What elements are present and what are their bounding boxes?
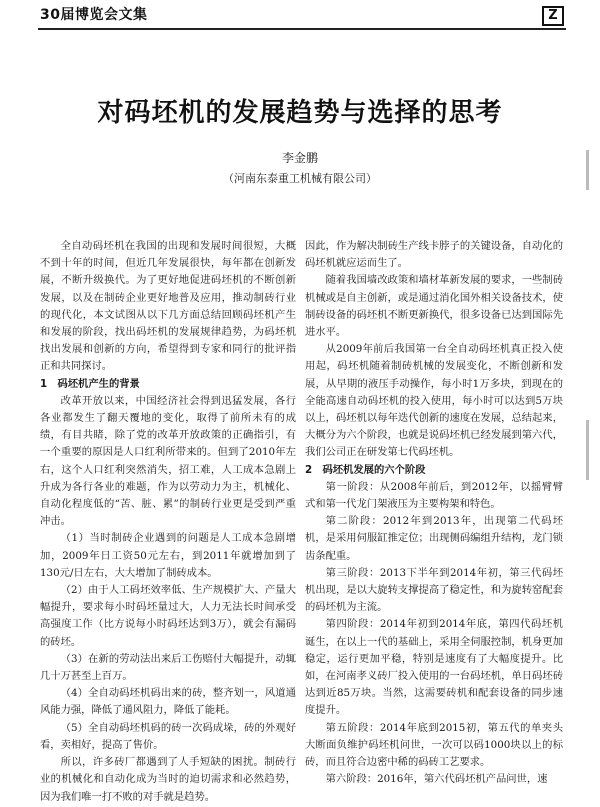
- series-title: 30届博览会文集: [40, 7, 148, 23]
- body-paragraph: 第四阶段：2014年初到2014年底，第四代码坯机诞生，在以上一代的基础上，采用全伺服控制，机身更加稳定，运行更加平稳，特别是速度有了大幅度提升。比如，在河南孝义砖厂投入使用的一台码坯机，单日码坯砖达到近85万块。当然，这需要砖机和配套设备的同步速度提升。: [305, 618, 563, 717]
- header-rule: [38, 28, 566, 30]
- section-heading: 2 码坯机发展的六个阶段: [305, 463, 426, 476]
- body-paragraph: 第三阶段：2013下半年到2014年初，第三代码坯机出现，是以大旋转支撑提高了稳定性，和为旋转窑配套的码坯机为主流。: [305, 566, 563, 614]
- scan-margin-mark: [586, 150, 589, 190]
- body-paragraph: （1）当时制砖企业遇到的问题是人工成本急剧增加，2009年日工资50元左右，到2011年就增加到了130元/日左右，大大增加了制砖成本。: [40, 532, 296, 579]
- body-paragraph: 第一阶段：从2008年前后，到2012年，以摇臂臂式和第一代龙门架液压为主要构架和特色。: [305, 480, 563, 511]
- author-name: 李金鹏: [281, 151, 318, 165]
- body-paragraph: 随着我国墙改政策和墙材革新发展的要求，一些制砖机械或是自主创新，或是通过消化国外相关设备技术，使制砖设备的码坯机不断更新换代，很多设备已达到国际先进水平。: [305, 274, 563, 339]
- body-paragraph: （2）由于人工码坯效率低、生产规模扩大、产量大幅提升，要求每小时码坯量过大，人力无法长时间承受高强度工作（比方说每小时码坯达到3万），就会有漏码的砖坯。: [40, 584, 296, 648]
- body-paragraph: （4）全自动码坯机码出来的砖，整齐划一，风道通风能力强，降低了通风阻力，降低了能耗。: [40, 687, 296, 717]
- author-affiliation: （河南东泰重工机械有限公司）: [223, 172, 377, 185]
- body-paragraph: 第六阶段：2016年，第六代码坯机产品问世，速: [325, 773, 548, 786]
- left-column: [40, 238, 296, 806]
- right-column: [305, 238, 563, 789]
- section-heading: 1 码坯机产生的背景: [40, 377, 140, 390]
- body-paragraph: 从2009年前后我国第一台全自动码坯机真正投入使用起，码坯机随着制砖机械的发展变化，不断创新和发展，从早期的液压手动操作，每小时1万多块，到现在的全能高速自动码坯机的投入使用，每小时可以达到5万块以上，码坯机以每年迭代创新的速度在发展，总结起来，大概分为六个阶段，也就是说码坯机已经发展到第六代，我们公司正在研发第七代码坯机。: [305, 343, 563, 459]
- body-paragraph: 全自动码坯机在我国的出现和发展时间很短，大概不到十年的时间，但近几年发展很快，每年都在创新发展，不断升级换代。为了更好地促进码坯机的不断创新发展，以及在制砖企业更好地普及应用，推动制砖行业的现代化，本文试图从以下几方面总结回顾码坯机产生和发展的阶段，找出码坯机的发展规律趋势，为码坯机找出发展和创新的方向，希望得到专家和同行的批评指正和共同探讨。: [40, 240, 296, 373]
- body-paragraph: 第二阶段：2012年到2013年，出现第二代码坯机，是采用伺服缸推定位；出现侧码编组升结构，龙门锁齿条配重。: [305, 515, 563, 562]
- article-title: 对码坯机的发展趋势与选择的思考: [97, 98, 503, 128]
- page-header: [0, 0, 600, 36]
- body-paragraph: 改革开放以来，中国经济社会得到迅猛发展，各行各业都发生了翻天覆地的变化，取得了前所未有的成绩，有目共睹，除了党的改革开放政策的正确指引，有一个重要的原因是人口红利所带来的。但到了2010年左右，这个人口红利突然消失，招工难，人工成本急剧上升成为各行各业的难题，作为以劳动力为主，机械化、自动化程度低的“苦、脏、累”的制砖行业更是受到严重冲击。: [40, 394, 296, 528]
- body-paragraph: 所以，许多砖厂都遇到了人手短缺的困扰。制砖行业的机械化和自动化成为当时的迫切需求和必然趋势，因为我们唯一打不败的对手就是趋势。: [40, 756, 296, 803]
- scan-margin-mark: [586, 420, 589, 480]
- body-paragraph: 第五阶段：2014年底到2015初，第五代的单夹头大断面负维护码坯机问世，一次可以码1000块以上的标砖，而且符合边密中稀的码砖工艺要求。: [305, 721, 563, 769]
- journal-logo: Z: [542, 6, 564, 26]
- body-paragraph: （5）全自动码坯机码的砖一次码成垛，砖的外观好看，卖相好，提高了售价。: [40, 721, 296, 751]
- body-paragraph: （3）在新的劳动法出来后工伤赔付大幅提升，动辄几十万甚至上百万。: [40, 652, 296, 683]
- body-paragraph: 因此，作为解决制砖生产线卡脖子的关键设备，自动化的码坯机就应运而生了。: [305, 240, 563, 270]
